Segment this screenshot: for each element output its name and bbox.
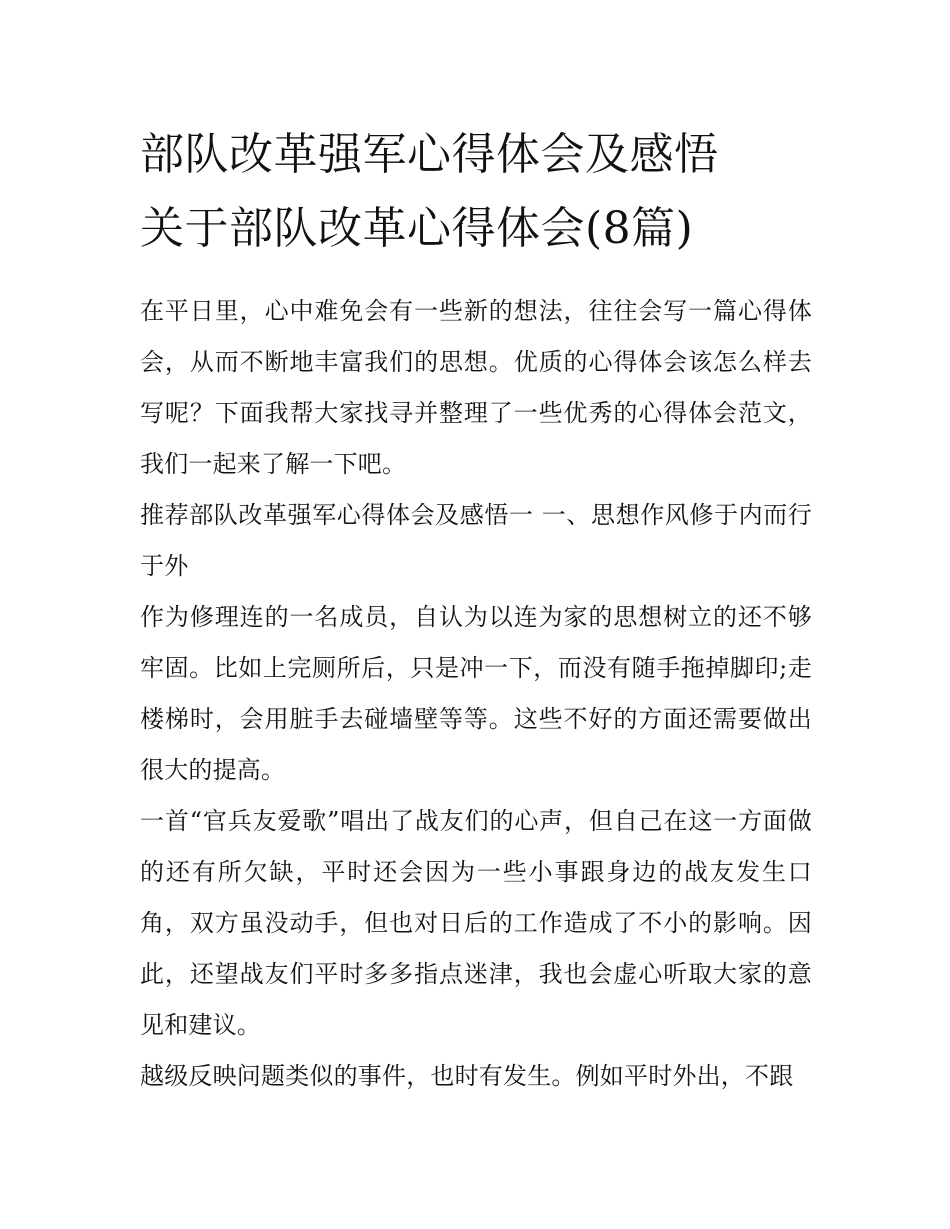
body-paragraph-1: 作为修理连的一名成员，自认为以连为家的思想树立的还不够牢固。比如上完厕所后，只是冲一下，而没有随手拖掉脚印;走楼梯时，会用脏手去碰墙壁等等。这些不好的方面还需要做出很大的提高。 (140, 603, 812, 784)
body-paragraph-2: 一首“官兵友爱歌”唱出了战友们的心声，但自己在这一方面做的还有所欠缺，平时还会因为一些小事跟身边的战友发生口角，双方虽没动手，但也对日后的工作造成了不小的影响。因此，还望战友们平时多多指点迷津，我也会虚心听取大家的意见和建议。 (140, 807, 812, 1039)
title-line-1: 部队改革强军心得体会及感悟 (140, 129, 719, 180)
section-heading-paragraph: 推荐部队改革强军心得体会及感悟一 一、思想作风修于内而行于外 (140, 501, 812, 580)
intro-paragraph: 在平日里，心中难免会有一些新的想法，往往会写一篇心得体会，从而不断地丰富我们的思想。优质的心得体会该怎么样去写呢？下面我帮大家找寻并整理了一些优秀的心得体会范文，我们一起来了解一下吧。 (140, 297, 812, 478)
body-paragraph-3: 越级反映问题类似的事件，也时有发生。例如平时外出，不跟 (140, 1062, 794, 1090)
document-title (140, 118, 812, 266)
title-line-2: 关于部队改革心得体会(8篇) (140, 203, 694, 254)
document-body (140, 118, 812, 1102)
